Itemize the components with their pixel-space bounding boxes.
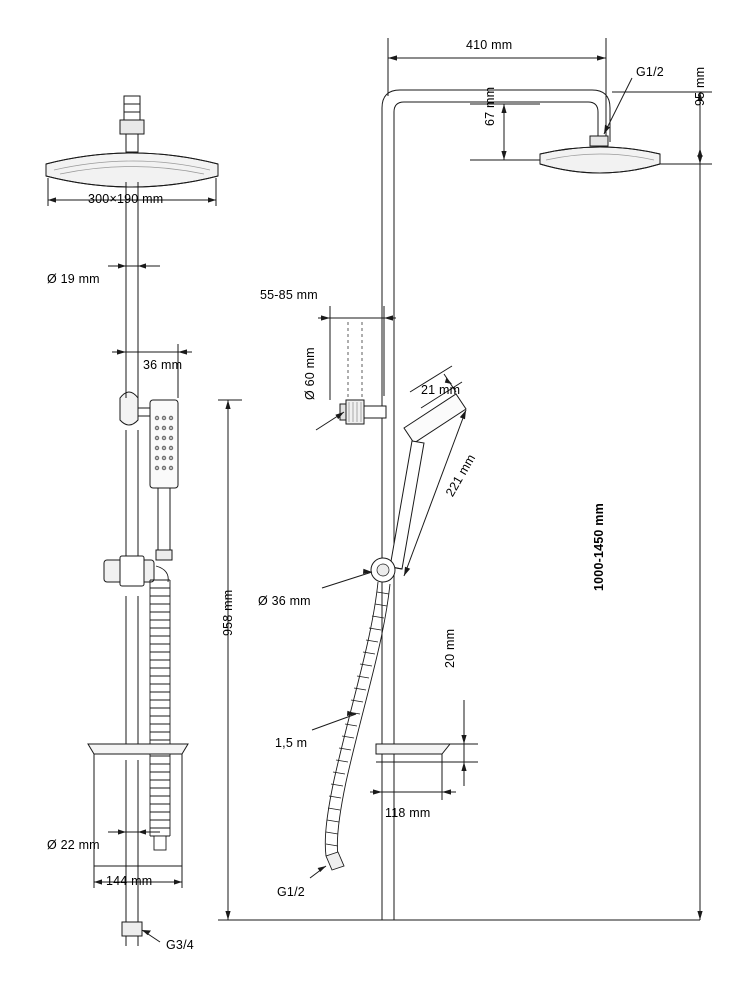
label-riser-diameter: Ø 19 mm — [47, 272, 100, 286]
label-handset-length: 221 mm — [443, 451, 479, 499]
label-hose-thread: G1/2 — [277, 885, 305, 899]
dim-rail-diameter — [108, 824, 160, 840]
dim-diverter-range — [318, 306, 396, 404]
leader-hose-thread — [310, 866, 326, 878]
dim-riser-diameter — [108, 258, 160, 274]
front-view-slider-block — [104, 556, 154, 586]
label-inlet-thread: G3/4 — [166, 938, 194, 952]
label-head-width: 300×190 mm — [88, 192, 164, 206]
leader-head-thread — [604, 78, 632, 134]
front-view-handset-holder — [120, 392, 152, 425]
label-handset-width: 21 mm — [421, 383, 461, 397]
label-shelf-projection: 118 mm — [385, 806, 431, 820]
label-arm-length: 410 mm — [466, 38, 513, 52]
dim-diverter-diameter — [316, 412, 344, 430]
label-shelf-width: 144 mm — [106, 874, 153, 888]
dim-head-offset — [470, 104, 540, 160]
side-view-hose — [325, 582, 390, 870]
side-view-diverter — [340, 400, 386, 424]
dim-shelf-projection — [370, 754, 456, 800]
dim-height-range — [697, 148, 702, 920]
side-view-slider-ring — [371, 558, 395, 582]
label-slider-diameter: Ø 36 mm — [258, 594, 311, 608]
label-diverter-diameter: Ø 60 mm — [303, 347, 317, 400]
front-view-riser — [126, 182, 138, 866]
label-shelf-depth: 20 mm — [443, 628, 457, 668]
label-head-drop: 95 mm — [693, 66, 707, 106]
side-view-riser-arm — [382, 90, 610, 920]
leader-hose-length — [312, 711, 356, 730]
label-head-thread: G1/2 — [636, 65, 664, 79]
label-height-range: 1000-1450 mm — [592, 503, 606, 591]
dim-arm-length — [388, 38, 606, 140]
front-view-hand-shower — [150, 400, 178, 560]
front-view-shower-head — [46, 153, 218, 187]
side-view-shelf — [376, 744, 450, 762]
side-view-shower-head — [540, 136, 660, 173]
front-view-top-pipe — [120, 96, 144, 152]
label-head-offset: 67 mm — [483, 86, 497, 126]
front-view-hose — [150, 566, 170, 850]
leader-slider-diameter — [322, 569, 372, 588]
label-diverter-range: 55-85 mm — [260, 288, 318, 302]
label-rail-diameter: Ø 22 mm — [47, 838, 100, 852]
dim-shelf-depth — [442, 700, 478, 786]
label-bracket-offset: 36 mm — [143, 358, 183, 372]
label-hose-length: 1,5 m — [275, 736, 308, 750]
label-total-height: 958 mm — [221, 589, 235, 636]
